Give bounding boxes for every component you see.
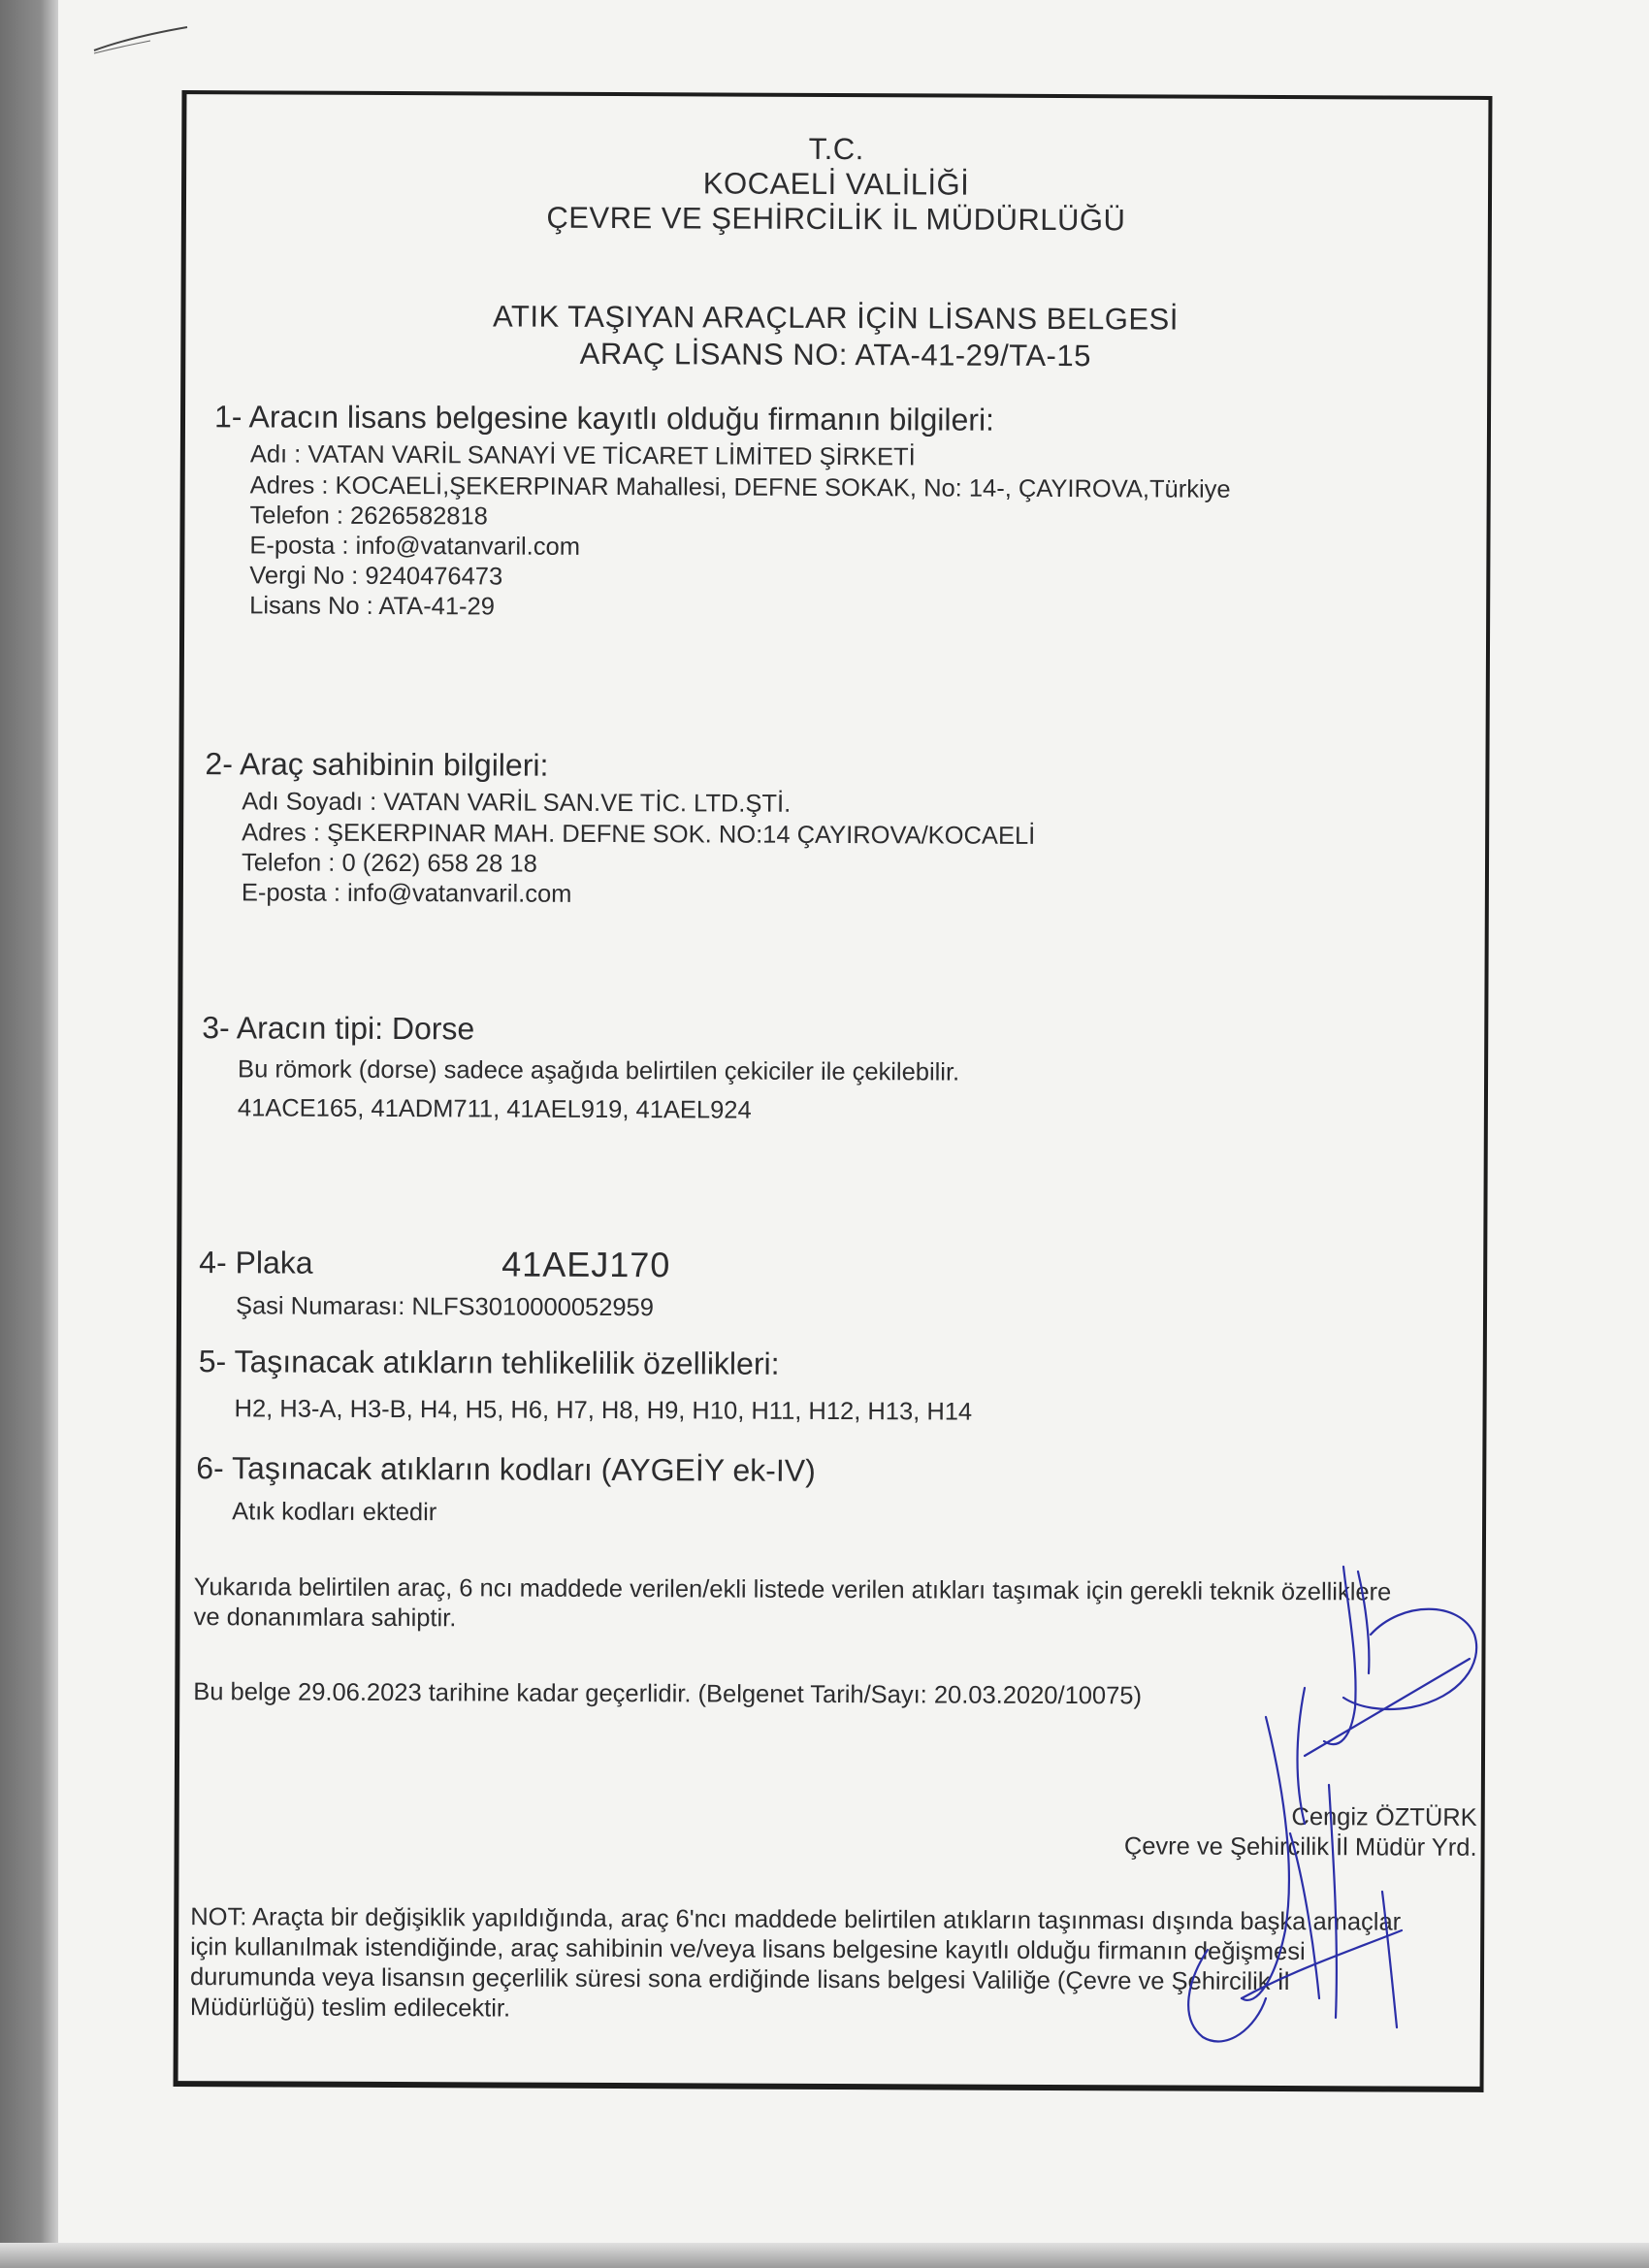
compliance-statement-line1: Yukarıda belirtilen araç, 6 ncı maddede verilen/ekli listede verilen atıkları taşımak için gerekli teknik özelliklere (193, 1573, 1392, 1606)
section1-heading: 1- Aracın lisans belgesine kayıtlı olduğu firmanın bilgileri: (213, 399, 995, 437)
section5-heading: 5- Taşınacak atıkların tehlikelilik özellikleri: (198, 1344, 780, 1381)
firm-license-number: Lisans No : ATA-41-29 (249, 592, 496, 621)
owner-name: Adı Soyadı : VATAN VARİL SAN.VE TİC. LTD.ŞTİ. (242, 788, 792, 818)
waste-codes-note: Atık kodları ektedir (232, 1498, 437, 1527)
footnote-line1: NOT: Araçta bir değişiklik yapıldığında, araç 6'ncı maddede belirtilen atıkların taşınması dışında başka amaçlar (190, 1903, 1402, 1936)
signatory-name: Cengiz ÖZTÜRK (1291, 1803, 1477, 1831)
footnote-line3: durumunda veya lisansın geçerlilik süresi sona erdiğinde lisans belgesi Valiliğe (Çevre ve Şehircilik İl (189, 1963, 1290, 1996)
firm-phone: Telefon : 2626582818 (249, 502, 488, 531)
firm-address: Adres : KOCAELİ,ŞEKERPINAR Mahallesi, DEFNE SOKAK, No: 14-, ÇAYIROVA,Türkiye (249, 471, 1231, 503)
section2-heading: 2- Araç sahibinin bilgileri: (205, 746, 549, 783)
owner-phone: Telefon : 0 (262) 658 28 18 (241, 849, 537, 878)
header-tc: T.C. (808, 131, 864, 167)
owner-email: E-posta : info@vatanvaril.com (241, 879, 572, 908)
header-governorship: KOCAELİ VALİLİĞİ (702, 166, 970, 202)
hazard-properties: H2, H3-A, H3-B, H4, H5, H6, H7, H8, H9, H10, H11, H12, H13, H14 (234, 1395, 973, 1426)
firm-email: E-posta : info@vatanvaril.com (249, 532, 581, 561)
signatory-title: Çevre ve Şehircilik İl Müdür Yrd. (1123, 1832, 1477, 1862)
section6-heading: 6- Taşınacak atıkların kodları (AYGEİY ek-IV) (196, 1450, 816, 1488)
tractor-restriction-note: Bu römork (dorse) sadece aşağıda belirtilen çekiciler ile çekilebilir. (238, 1055, 960, 1086)
scan-left-edge-shadow (0, 0, 58, 2268)
footnote-line2: için kullanılmak istendiğinde, araç sahibinin ve/veya lisans belgesine kayıtlı olduğu firmanın değişmesi (190, 1933, 1306, 1966)
plate-label: 4- Plaka (199, 1245, 313, 1280)
owner-address: Adres : ŞEKERPINAR MAH. DEFNE SOK. NO:14 ÇAYIROVA/KOCAELİ (242, 819, 1036, 850)
scan-bottom-edge-shadow (0, 2243, 1649, 2268)
plate-number: 41AEJ170 (501, 1244, 671, 1285)
footnote-line4: Müdürlüğü) teslim edilecektir. (189, 1993, 511, 2023)
firm-name: Adı : VATAN VARİL SANAYİ VE TİCARET LİMİTED ŞİRKETİ (249, 440, 916, 471)
validity-date: Bu belge 29.06.2023 tarihine kadar geçerlidir. (Belgenet Tarih/Sayı: 20.03.2020/10075) (193, 1678, 1143, 1710)
pen-mark-icon (92, 19, 199, 58)
tractor-plates: 41ACE165, 41ADM711, 41AEL919, 41AEL924 (237, 1094, 752, 1124)
chassis-number: Şasi Numarası: NLFS3010000052959 (235, 1292, 655, 1322)
compliance-statement-line2: ve donanımlara sahiptir. (193, 1604, 457, 1633)
license-number: ARAÇ LİSANS NO: ATA-41-29/TA-15 (579, 336, 1091, 373)
license-document-frame (174, 90, 1493, 2092)
header-directorate: ÇEVRE VE ŞEHİRCİLİK İL MÜDÜRLÜĞÜ (546, 200, 1126, 238)
section3-heading: 3- Aracın tipi: Dorse (202, 1010, 475, 1047)
document-title: ATIK TAŞIYAN ARAÇLAR İÇİN LİSANS BELGESİ (492, 299, 1179, 337)
firm-tax-number: Vergi No : 9240476473 (249, 562, 503, 591)
